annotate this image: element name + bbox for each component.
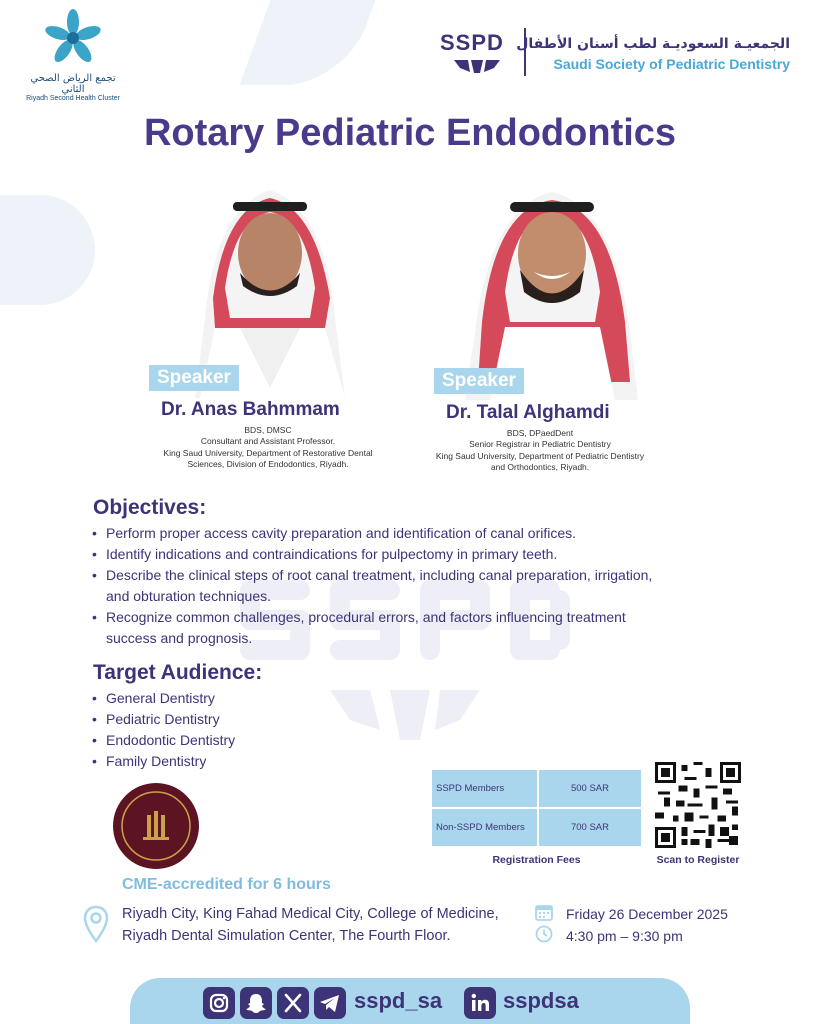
- society-name-en: Saudi Society of Pediatric Dentistry: [553, 56, 790, 72]
- list-item: • Recognize common challenges, procedural errors, and factors influencing treatment success and prognosis.: [90, 607, 670, 649]
- x-icon[interactable]: [277, 987, 309, 1019]
- list-item: • Endodontic Dentistry: [90, 730, 390, 751]
- society-name-ar: الجمعيـة السعوديـة لطب أسنان الأطفال: [516, 36, 790, 52]
- list-item: • Pediatric Dentistry: [90, 709, 390, 730]
- speaker-credentials: [420, 428, 660, 474]
- qr-code[interactable]: [655, 762, 741, 848]
- event-date: Friday 26 December 2025: [566, 906, 728, 922]
- calendar-icon: [535, 903, 553, 921]
- cluster-logo: [18, 8, 128, 102]
- speaker-name: Dr. Talal Alghamdi: [446, 402, 610, 423]
- event-time: 4:30 pm – 9:30 pm: [566, 927, 683, 944]
- sspd-mark: [440, 30, 512, 74]
- speaker-affiliation: and Orthodontics, Riyadh.: [490, 462, 590, 473]
- speaker-name: Dr. Anas Bahmmam: [161, 399, 340, 420]
- table-row: [432, 809, 641, 846]
- fee-value: 500 SAR: [539, 770, 641, 807]
- list-item: • General Dentistry: [90, 688, 390, 709]
- sspd-logo: [440, 28, 800, 78]
- speaker-tag: Speaker: [149, 365, 239, 391]
- speaker-tag: Speaker: [434, 368, 524, 394]
- cluster-name-ar: تجمع الرياض الصحي الثاني: [30, 73, 116, 95]
- qr-caption: Scan to Register: [656, 854, 740, 866]
- instagram-icon[interactable]: [203, 987, 235, 1019]
- accreditation-seal: [113, 783, 199, 869]
- list-item: • Identify indications and contraindications for pulpectomy in primary teeth.: [90, 544, 670, 565]
- speaker-credentials: [148, 425, 388, 471]
- fee-label: Non-SSPD Members: [432, 809, 537, 846]
- objectives-list: [90, 523, 670, 649]
- social-handle[interactable]: sspd_sa: [354, 988, 443, 1013]
- cme-accreditation: CME-accredited for 6 hours: [122, 876, 331, 893]
- speaker-degree: BDS, DMSC: [244, 425, 292, 435]
- speaker-affiliation: King Saud University, Department of Pediatric Dentistry: [435, 450, 645, 461]
- background-shape: [240, 0, 376, 85]
- location-line: Riyadh Dental Simulation Center, The Fourth Floor.: [122, 927, 451, 944]
- linkedin-icon[interactable]: [464, 987, 496, 1019]
- fee-label: SSPD Members: [432, 770, 537, 807]
- event-datetime: [566, 904, 728, 947]
- table-row: [432, 770, 641, 807]
- flower-icon: [42, 8, 104, 66]
- list-item: • Describe the clinical steps of root canal treatment, including canal preparation, irrigation, and obturation techniques.: [90, 565, 670, 607]
- sspd-abbr: SSPD: [440, 30, 504, 55]
- list-item: • Family Dentistry: [90, 751, 390, 772]
- clock-icon: [535, 925, 553, 943]
- social-handle[interactable]: sspdsa: [503, 988, 579, 1013]
- fees-table: [432, 770, 641, 848]
- cluster-name-en: Riyadh Second Health Cluster: [26, 95, 120, 102]
- telegram-icon[interactable]: [314, 987, 346, 1019]
- objectives-heading: Objectives:: [93, 496, 207, 519]
- speaker-affiliation: Sciences, Division of Endodontics, Riyadh.: [187, 459, 349, 470]
- snapchat-icon[interactable]: [240, 987, 272, 1019]
- background-shape: [0, 195, 95, 305]
- location-line: Riyadh City, King Fahad Medical City, College of Medicine,: [122, 906, 499, 922]
- audience-list: [90, 688, 390, 772]
- golden-pillars-logo: [113, 783, 199, 869]
- speaker-position: Consultant and Assistant Professor.: [200, 436, 336, 447]
- speaker-affiliation: King Saud University, Department of Restorative Dental: [163, 447, 373, 458]
- speaker-degree: BDS, DPaedDent: [506, 428, 574, 438]
- location-pin-icon: [83, 905, 109, 943]
- event-location: [122, 904, 499, 948]
- page-title: Rotary Pediatric Endodontics: [143, 112, 677, 154]
- fee-value: 700 SAR: [539, 809, 641, 846]
- list-item: • Perform proper access cavity preparation and identification of canal orifices.: [90, 523, 670, 544]
- audience-heading: Target Audience:: [93, 661, 263, 684]
- speaker-position: Senior Registrar in Pediatric Dentistry: [469, 439, 611, 450]
- tooth-mark-icon: [440, 58, 512, 74]
- fees-caption: Registration Fees: [492, 854, 581, 866]
